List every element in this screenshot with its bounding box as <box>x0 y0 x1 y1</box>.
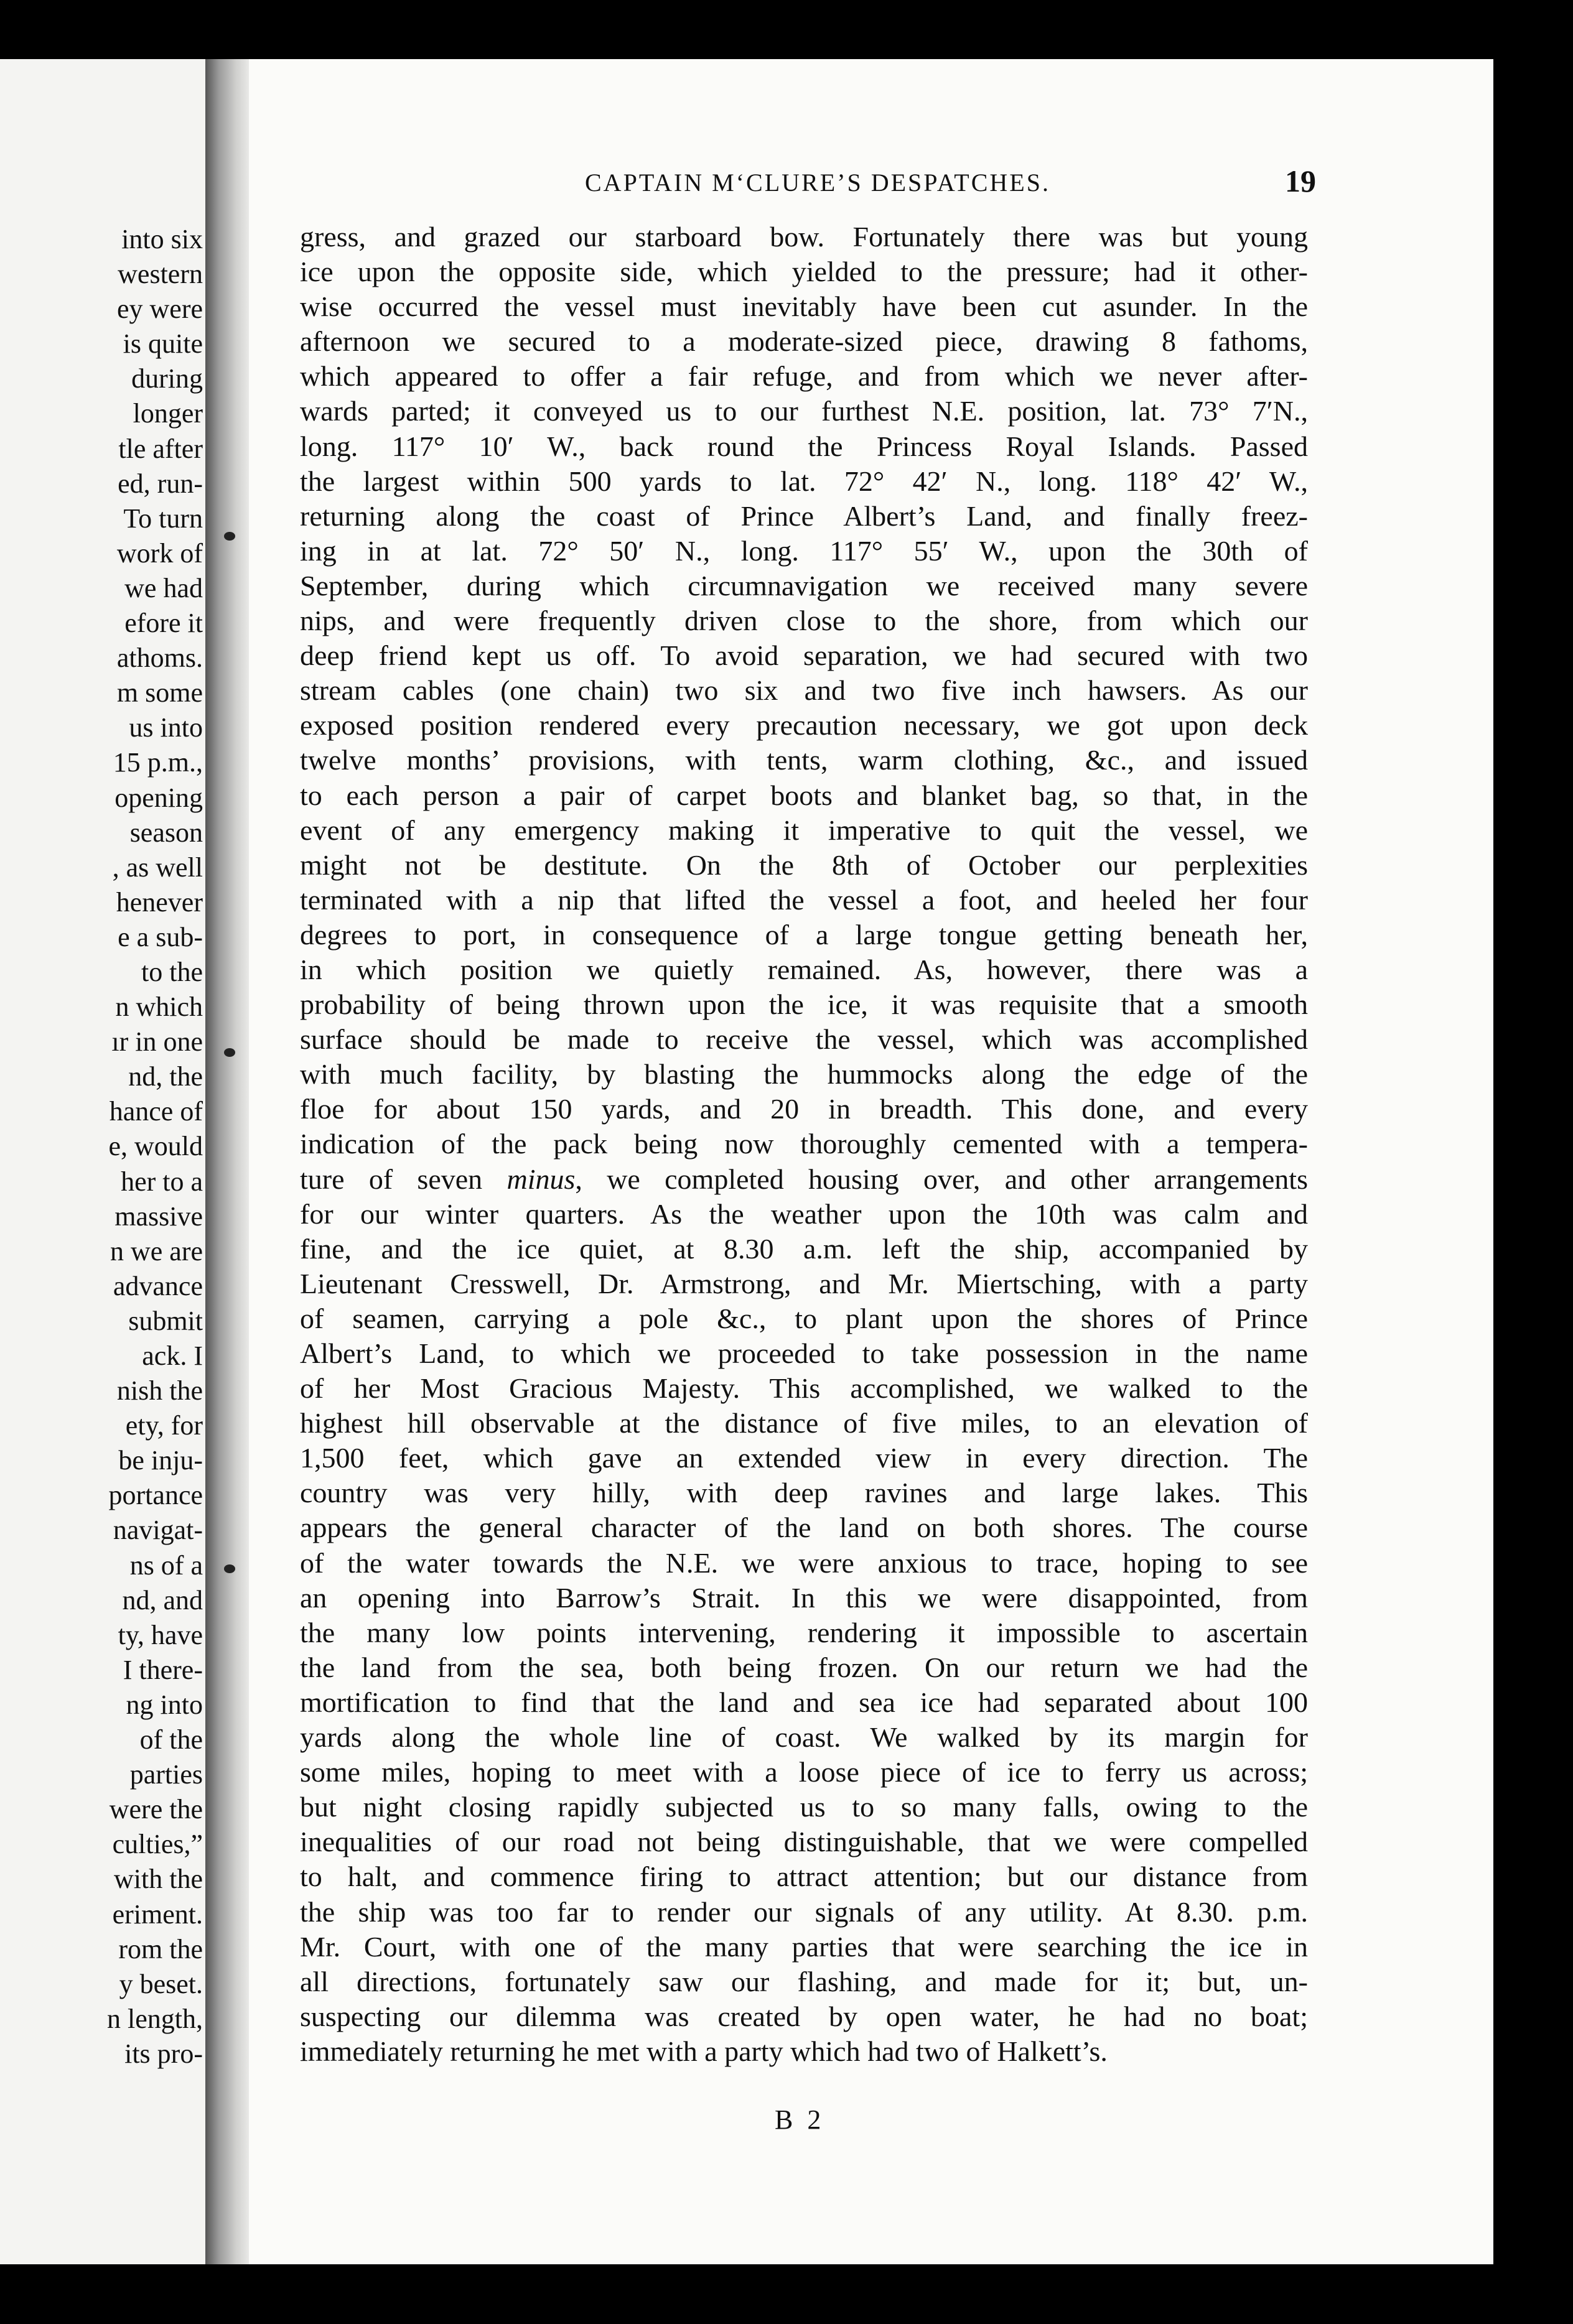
fragment-line: ng into <box>126 1689 203 1720</box>
fragment-line: submit <box>128 1305 203 1336</box>
text-line: ice upon the opposite side, which yielded to the pressure; had it other- <box>300 256 1308 288</box>
fragment-line: henever <box>116 886 203 918</box>
text-line: inequalities of our road not being distinguishable, that we were compelled <box>300 1826 1308 1858</box>
text-line: of seamen, carrying a pole &c., to plant upon the shores of Prince <box>300 1302 1308 1334</box>
text-line: the largest within 500 yards to lat. 72° 42′ N., long. 118° 42′ W., <box>300 465 1308 497</box>
fragment-line: to the <box>141 956 203 987</box>
fragment-line: n which <box>115 992 203 1023</box>
fragment-line: were the <box>109 1794 203 1825</box>
fragment-line: e a sub- <box>118 921 203 952</box>
fragment-line: nd, and <box>122 1584 203 1615</box>
text-line: an opening into Barrow’s Strait. In this we were disappointed, from <box>300 1581 1308 1614</box>
fragment-line: culties,” <box>112 1829 203 1860</box>
text-line: might not be destitute. On the 8th of October our perplexities <box>300 848 1308 881</box>
text-line: twelve months’ provisions, with tents, warm clothing, &c., and issued <box>300 744 1308 776</box>
text-line: returning along the coast of Prince Albert’s Land, and finally freez- <box>300 500 1308 532</box>
fragment-line: n we are <box>110 1235 203 1267</box>
text-line: some miles, hoping to meet with a loose piece of ice to ferry us across; <box>300 1756 1308 1788</box>
fragment-line: with the <box>114 1864 203 1895</box>
text-line: appears the general character of the land on both shores. The course <box>300 1512 1308 1544</box>
text-line: suspecting our dilemma was created by open water, he had no boat; <box>300 2000 1308 2032</box>
text-line: surface should be made to receive the vessel, which was accomplished <box>300 1023 1308 1056</box>
text-line: Albert’s Land, to which we proceeded to take possession in the name <box>300 1337 1308 1369</box>
scan-border <box>0 2264 1573 2324</box>
text-line: afternoon we secured to a moderate-sized piece, drawing 8 fathoms, <box>300 325 1308 358</box>
text-line: wise occurred the vessel must inevitably have been cut asunder. In the <box>300 290 1308 323</box>
fragment-line: western <box>118 259 203 290</box>
fragment-line: is quite <box>123 328 203 360</box>
text-line: with much facility, by blasting the hummocks along the edge of the <box>300 1058 1308 1090</box>
fragment-line: navigat- <box>113 1515 203 1546</box>
page-number: 19 <box>1285 164 1316 198</box>
fragment-line: I there- <box>123 1654 203 1685</box>
text-line: ing in at lat. 72° 50′ N., long. 117° 55′ W., upon the 30th of <box>300 534 1308 567</box>
text-line: of her Most Gracious Majesty. This accomplished, we walked to the <box>300 1372 1308 1405</box>
fragment-line: ety, for <box>125 1410 203 1441</box>
fragment-line: To turn <box>123 503 203 534</box>
fragment-line: work of <box>116 537 203 569</box>
fragment-line: her to a <box>121 1166 203 1197</box>
book-page <box>249 59 1493 2264</box>
fragment-line: eriment. <box>112 1899 203 1930</box>
fragment-line: during <box>131 363 203 394</box>
text-line: the land from the sea, both being frozen. On our return we had the <box>300 1651 1308 1683</box>
text-line: 1,500 feet, which gave an extended view in every direction. The <box>300 1442 1308 1474</box>
body-text <box>300 220 1308 2069</box>
text-line: all directions, fortunately saw our flashing, and made for it; but, un- <box>300 1965 1308 1997</box>
text-line: country was very hilly, with deep ravines and large lakes. This <box>300 1477 1308 1509</box>
fragment-line: us into <box>129 712 203 743</box>
text-line: Mr. Court, with one of the many parties that were searching the ice in <box>300 1930 1308 1963</box>
gutter-mark <box>224 532 235 541</box>
fragment-line: efore it <box>124 608 203 639</box>
text-line: mortification to find that the land and sea ice had separated about 100 <box>300 1686 1308 1718</box>
text-line: deep friend kept us off. To avoid separation, we had secured with two <box>300 639 1308 672</box>
text-line: long. 117° 10′ W., back round the Princess Royal Islands. Passed <box>300 430 1308 462</box>
text-line: of the water towards the N.E. we were anxious to trace, hoping to see <box>300 1546 1308 1579</box>
fragment-line: be inju- <box>118 1445 203 1476</box>
fragment-line: ty, have <box>118 1619 203 1650</box>
fragment-line: n length, <box>107 2003 203 2034</box>
fragment-line: ey were <box>116 294 203 325</box>
text-line: floe for about 150 yards, and 20 in breadth. This done, and every <box>300 1093 1308 1125</box>
text-line: event of any emergency making it imperative to quit the vessel, we <box>300 814 1308 846</box>
fragment-line: advance <box>113 1270 203 1301</box>
fragment-line: season <box>129 817 203 848</box>
fragment-line: portance <box>108 1480 203 1511</box>
gutter-mark <box>224 1048 235 1057</box>
text-line: which appeared to offer a fair refuge, and from which we never after- <box>300 360 1308 393</box>
text-line: to each person a pair of carpet boots and blanket bag, so that, in the <box>300 779 1308 811</box>
running-title: CAPTAIN M‘CLURE’S DESPATCHES. <box>585 169 1050 197</box>
fragment-line: nish the <box>116 1375 203 1406</box>
signature-mark: B 2 <box>775 2104 825 2135</box>
fragment-line: 15 p.m., <box>113 747 203 778</box>
fragment-line: nd, the <box>128 1061 203 1092</box>
fragment-line: ns of a <box>129 1550 203 1581</box>
gutter-mark <box>224 1564 235 1573</box>
fragment-line: of the <box>139 1724 203 1755</box>
text-line: yards along the whole line of coast. We walked by its margin for <box>300 1721 1308 1754</box>
fragment-line: we had <box>124 572 203 603</box>
text-line: Lieutenant Cresswell, Dr. Armstrong, and Mr. Miertsching, with a party <box>300 1267 1308 1299</box>
text-line: exposed position rendered every precaution necessary, we got upon deck <box>300 709 1308 741</box>
fragment-line: opening <box>114 782 203 813</box>
text-line: but night closing rapidly subjected us to so many falls, owing to the <box>300 1791 1308 1823</box>
text-line: for our winter quarters. As the weather upon the 10th was calm and <box>300 1197 1308 1230</box>
fragment-line: m some <box>116 677 203 709</box>
fragment-line: , as well <box>112 852 203 883</box>
text-line: highest hill observable at the distance of five miles, to an elevation of <box>300 1407 1308 1439</box>
text-line: immediately returning he met with a party which had two of Halkett’s. <box>300 2035 1108 2067</box>
text-line: wards parted; it conveyed us to our furthest N.E. position, lat. 73° 7′N., <box>300 395 1308 427</box>
text-line: gress, and grazed our starboard bow. Fortunately there was but young <box>300 221 1308 253</box>
text-line: ture of seven minus, we completed housing over, and other arrangements <box>300 1163 1308 1195</box>
fragment-line: ed, run- <box>118 468 203 499</box>
previous-page-fragment <box>0 59 205 2264</box>
text-line: in which position we quietly remained. As, however, there was a <box>300 953 1308 985</box>
text-line: terminated with a nip that lifted the vessel a foot, and heeled her four <box>300 883 1308 916</box>
fragment-line: ack. I <box>142 1341 203 1371</box>
previous-page-text <box>4 222 203 2071</box>
text-line: probability of being thrown upon the ice, it was requisite that a smooth <box>300 988 1308 1021</box>
fragment-line: into six <box>121 224 203 254</box>
fragment-line: its pro- <box>124 2038 203 2069</box>
text-line: September, during which circumnavigation we received many severe <box>300 569 1308 602</box>
fragment-line: massive <box>114 1201 203 1232</box>
fragment-line: y beset. <box>119 1968 203 1999</box>
text-line: stream cables (one chain) two six and two five inch hawsers. As our <box>300 674 1308 707</box>
text-line: fine, and the ice quiet, at 8.30 a.m. left the ship, accompanied by <box>300 1232 1308 1265</box>
text-line: indication of the pack being now thoroughly cemented with a tempera- <box>300 1128 1308 1160</box>
fragment-line: parties <box>129 1759 203 1790</box>
fragment-line: tle after <box>118 433 203 464</box>
fragment-line: e, would <box>108 1131 203 1162</box>
fragment-line: hance of <box>109 1096 203 1127</box>
fragment-line: longer <box>133 398 203 429</box>
text-line: nips, and were frequently driven close to the shore, from which our <box>300 605 1308 637</box>
book-gutter <box>205 59 249 2264</box>
fragment-line: athoms. <box>116 643 203 674</box>
text-line: the ship was too far to render our signals of any utility. At 8.30. p.m. <box>300 1895 1308 1928</box>
text-line: to halt, and commence firing to attract attention; but our distance from <box>300 1861 1308 1893</box>
text-line: degrees to port, in consequence of a large tongue getting beneath her, <box>300 918 1308 951</box>
fragment-line: rom the <box>118 1933 203 1964</box>
running-head <box>249 164 1493 205</box>
text-line: the many low points intervening, rendering it impossible to ascertain <box>300 1616 1308 1648</box>
fragment-line: ır in one <box>111 1026 203 1057</box>
